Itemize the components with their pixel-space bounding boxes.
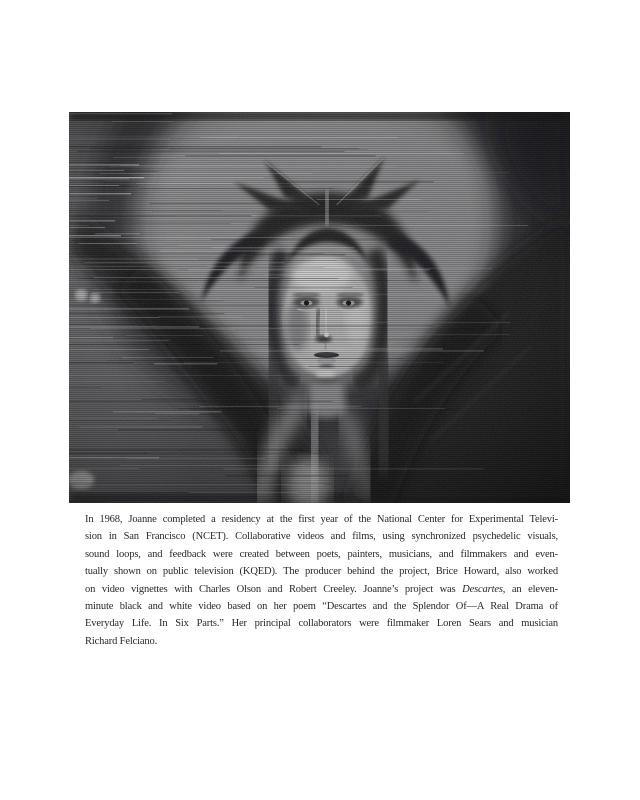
caption-line: sion in San Francisco (NCET). Collaborative videos and films, using synchronized psychedelic visuals, xyxy=(85,531,558,543)
caption-line: In 1968, Joanne completed a residency at the first year of the National Center for Experimental Televi- xyxy=(85,514,558,525)
caption-line: Everyday Life. In Six Parts.” Her principal collaborators were filmmaker Loren Sears and musician xyxy=(85,618,558,630)
video-still-photo xyxy=(69,112,570,503)
caption-line: sound loops, and feedback were created between poets, painters, musicians, and filmmakers and even- xyxy=(85,548,558,560)
caption-line: tually shown on public television (KQED). The producer behind the project, Brice Howard, also worked xyxy=(85,566,558,578)
caption-line: minute black and white video based on her poem “Descartes and the Splendor Of—A Real Drama of xyxy=(85,600,558,612)
caption-line: on video vignettes with Charles Olson and Robert Creeley. Joanne’s project was Descartes, an eleven- xyxy=(85,583,559,595)
caption-text xyxy=(85,511,558,650)
caption-line: Richard Felciano. xyxy=(85,635,158,647)
video-still-image xyxy=(69,112,570,503)
photo-overlays xyxy=(69,112,570,503)
